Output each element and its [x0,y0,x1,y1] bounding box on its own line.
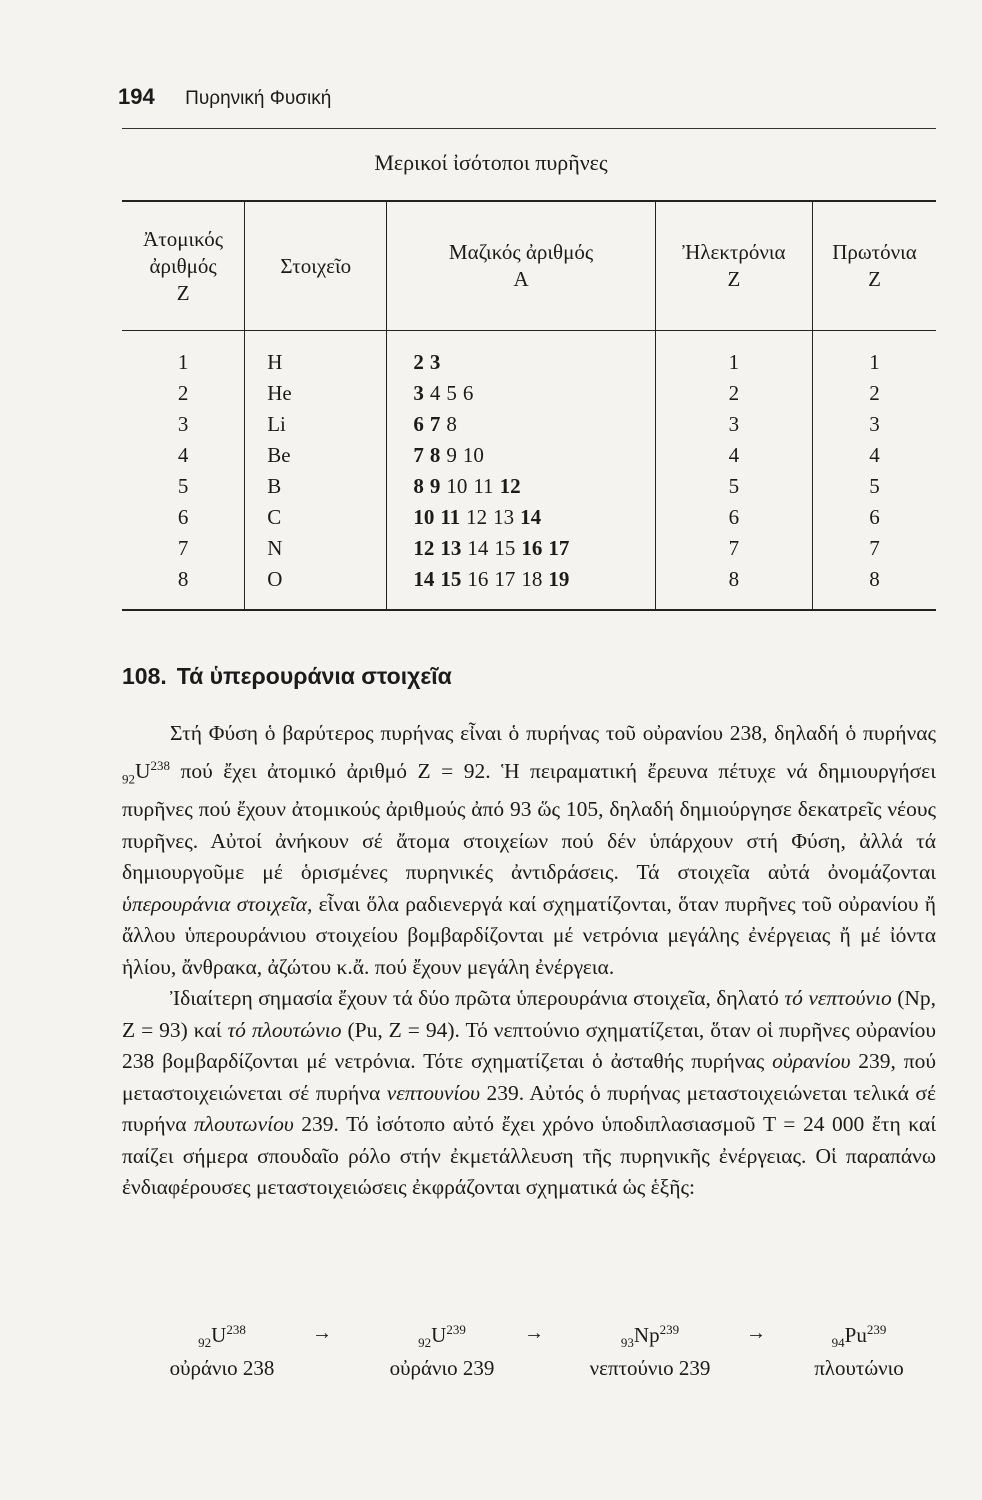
text-run: 239, πού μεταστοιχειώνεται σέ πυρήνα [122,1049,936,1105]
cell-element: B [245,471,387,502]
transmutation-equation [122,1322,936,1392]
equation-term [782,1322,936,1381]
mass-number: 12 [413,536,435,560]
nuclide [352,1322,532,1356]
header-line: ἀριθμός [149,253,217,278]
cell-protons: 4 [813,440,936,471]
nuclide-label: οὐράνιο 239 [389,1356,495,1380]
mass-number: 17 [548,536,570,560]
table-header-row [122,201,936,331]
cell-protons: 1 [813,331,936,379]
italic-term: πλουτωνίου [194,1112,294,1137]
italic-term: νεπτουνίου [386,1080,480,1105]
nuclide [782,1322,936,1356]
cell-mass-numbers [387,409,655,440]
header-line: A [513,267,529,291]
mass-number: 8 [429,443,441,467]
header-atomic-number [122,201,245,331]
table-row [122,409,936,440]
cell-electrons: 6 [655,502,812,533]
header-line: Z [727,267,741,291]
cell-element: H [245,331,387,379]
nuclide-label: πλουτώνιο [814,1356,904,1380]
running-head [118,84,331,110]
cell-mass-numbers [387,331,655,379]
mass-number: 16 [521,536,543,560]
mass-number: 7 [429,412,441,436]
mass-number: 10 [446,474,468,498]
table-row [122,471,936,502]
nuclide [560,1322,740,1356]
nuclide-symbol: Pu [844,1323,867,1347]
mass-number: 17 [494,567,516,591]
nuclide [142,1322,302,1356]
cell-protons: 7 [813,533,936,564]
cell-element: Li [245,409,387,440]
text-run: 239. Αὐτός ὁ πυρήνας μεταστοιχειώνεται τελικά σέ πυρήνα [122,1080,936,1137]
cell-element: C [245,502,387,533]
text-run: πού ἔχει ἀτομικό ἀριθμό Z = 92. Ἡ πειραματική ἔρευνα πέτυχε νά δημιουργήσει πυρῆνες πού ἔχουν ἀτομικούς ἀριθμούς ἀπό 93 ὥς 105, δηλαδή δημιούργησε δεκατρεῖς νέους πυρῆνες. Αὐτοί ἀνήκουν σέ ἄτομα στοιχείων πού δέν ὑπάρχουν στή Φύση, ἀλλά τά δημιουργοῦμε μέ ὁρισμένες πυρηνικές ἀντιδράσεις. Τά στοιχεῖα αὐτά ὀνομάζονται [122,758,936,885]
table-row [122,564,936,610]
cell-protons: 3 [813,409,936,440]
nuclide-a: 238 [150,757,171,773]
mass-number: 3 [413,381,424,405]
mass-number: 9 [446,443,457,467]
paragraph-1 [122,718,936,983]
cell-electrons: 7 [655,533,812,564]
mass-number: 12 [466,505,488,529]
cell-element: He [245,378,387,409]
nuclide-label: οὐράνιο 238 [169,1356,275,1380]
page-number: 194 [118,84,155,109]
nuclide-z: 92 [122,770,135,786]
running-title: Πυρηνική Φυσική [185,88,332,109]
nuclide-a: 239 [446,1322,466,1337]
cell-electrons: 5 [655,471,812,502]
table-row [122,502,936,533]
equation-term [142,1322,302,1381]
mass-number: 14 [467,536,489,560]
cell-atomic-number: 6 [177,505,189,529]
mass-number: 3 [429,350,441,374]
paragraph-2 [122,983,936,1204]
cell-atomic-number: 3 [177,412,189,436]
nuclide-symbol: Np [633,1323,660,1347]
cell-atomic-number: 7 [177,536,189,560]
header-electrons [655,201,812,331]
nuclide-z: 93 [620,1335,634,1351]
table-body [122,331,936,611]
arrow-icon: → [524,1322,544,1344]
nuclide-symbol: U [431,1323,447,1347]
nuclide-z: 92 [198,1335,212,1351]
text-run: Στή Φύση ὁ βαρύτερος πυρήνας εἶναι ὁ πυρήνας τοῦ οὐρανίου 238, δηλαδή ὁ πυρήνας [170,721,936,745]
cell-electrons: 3 [655,409,812,440]
mass-number: 13 [440,536,462,560]
mass-number: 14 [520,505,542,529]
text-run: , εἶναι ὅλα ραδιενεργά καί σχηματίζονται, ὅταν πυρῆνες τοῦ οὐρανίου ἤ ἄλλου ὑπερουράνιου στοιχείου βομβαρδίζονται μέ νετρόνια μεγάλης ἐνέργειας ἤ μέ ἰόντα ἡλίου, ἄνθρακα, ἀζώτου κ.ἄ. πού ἔχουν μεγάλη ἐνέργεια. [122,891,936,979]
mass-number: 11 [473,474,494,498]
table-row [122,440,936,471]
text-run: (Pu, Z = 94). Τό νεπτούνιο σχηματίζεται, ὅταν οἱ πυρῆνες οὐρανίου 238 βομβαρδίζονται μέ νετρόνια. Τότε σχηματίζεται ὁ ἀσταθής πυρήνας [122,1017,936,1074]
cell-electrons: 4 [655,440,812,471]
cell-element: N [245,533,387,564]
cell-mass-numbers [387,378,655,409]
equation-term [352,1322,532,1381]
header-line: Z [868,267,881,291]
cell-protons: 6 [813,502,936,533]
nuclide-symbol: U [135,758,151,783]
isotope-table [122,200,936,611]
arrow-icon: → [746,1322,766,1344]
nuclide-symbol: U [211,1323,227,1347]
mass-number: 4 [429,381,441,405]
header-line: Ἠλεκτρόνια [682,240,786,264]
mass-number: 19 [548,567,570,591]
mass-number: 10 [413,505,435,529]
text-run: (Np, Z = 93) καί [122,986,937,1042]
header-line: Στοιχεῖο [280,253,352,278]
mass-number: 11 [440,505,461,529]
header-protons [813,201,936,331]
mass-number: 6 [413,412,424,436]
header-line: Πρωτόνια [832,240,917,264]
italic-term: οὐρανίου [772,1049,851,1074]
mass-number: 9 [429,474,441,498]
cell-protons: 5 [813,471,936,502]
section-title: Τά ὑπερουράνια στοιχεῖα [176,663,452,689]
italic-term: τό νεπτούνιο [784,986,892,1011]
mass-number: 8 [446,412,457,436]
table-row [122,378,936,409]
arrow-icon: → [312,1322,332,1344]
header-line: Z [176,280,190,305]
header-rule [122,128,936,129]
mass-number: 6 [462,381,474,405]
cell-mass-numbers [387,502,655,533]
cell-protons: 8 [813,564,936,610]
mass-number: 8 [413,474,424,498]
cell-electrons: 8 [655,564,812,610]
header-mass-number [387,201,655,331]
header-line: Ἀτομικός [143,226,224,251]
cell-element: O [245,564,387,610]
mass-number: 2 [413,350,424,374]
header-line: Μαζικός ἀριθμός [448,240,594,264]
cell-mass-numbers [387,533,655,564]
table-row [122,533,936,564]
cell-atomic-number: 4 [177,443,189,467]
cell-mass-numbers [387,471,655,502]
section-body [122,718,936,1204]
section-heading [122,663,452,690]
cell-electrons: 1 [655,331,812,379]
nuclide-a: 239 [866,1322,887,1337]
table-title: Μερικοί ἰσότοποι πυρῆνες [374,150,608,175]
nuclide-a: 239 [659,1322,680,1337]
mass-number: 14 [413,567,435,591]
italic-term: ὑπερουράνια στοιχεῖα [122,891,307,916]
cell-atomic-number: 2 [177,381,189,405]
equation-term [560,1322,740,1381]
cell-electrons: 2 [655,378,812,409]
text-run: Ἰδιαίτερη σημασία ἔχουν τά δύο πρῶτα ὑπερουράνια στοιχεῖα, δηλατό [170,986,785,1011]
mass-number: 15 [494,536,516,560]
mass-number: 5 [446,381,457,405]
mass-number: 12 [499,474,521,498]
cell-atomic-number: 1 [177,350,189,374]
cell-protons: 2 [813,378,936,409]
cell-mass-numbers [387,564,655,610]
cell-atomic-number: 5 [177,474,189,498]
cell-mass-numbers [387,440,655,471]
mass-number: 13 [493,505,515,529]
italic-term: τό πλουτώνιο [227,1017,342,1042]
nuclide-z: 94 [831,1335,845,1351]
cell-element: Be [245,440,387,471]
cell-atomic-number: 8 [122,564,245,610]
mass-number: 10 [462,443,484,467]
mass-number: 7 [413,443,424,467]
table-row [122,331,936,379]
nuclide-a: 238 [226,1322,246,1337]
nuclide-label: νεπτούνιο 239 [589,1356,711,1380]
header-element [245,201,387,331]
mass-number: 18 [521,567,543,591]
nuclide-z: 92 [418,1335,432,1351]
section-number: 108. [122,663,167,689]
mass-number: 16 [467,567,489,591]
mass-number: 15 [440,567,462,591]
text-run: 239. Τό ἰσότοπο αὐτό ἔχει χρόνο ὑποδιπλασιασμοῦ T = 24 000 ἔτη καί παίζει σήμερα σπουδαῖο ρόλο στήν ἐκμετάλλευση τῆς πυρηνικῆς ἐνέργειας. Οἱ παραπάνω ἐνδιαφέρουσες μεταστοιχειώσεις ἐκφράζονται σχηματικά ὡς ἑξῆς: [122,1112,936,1200]
